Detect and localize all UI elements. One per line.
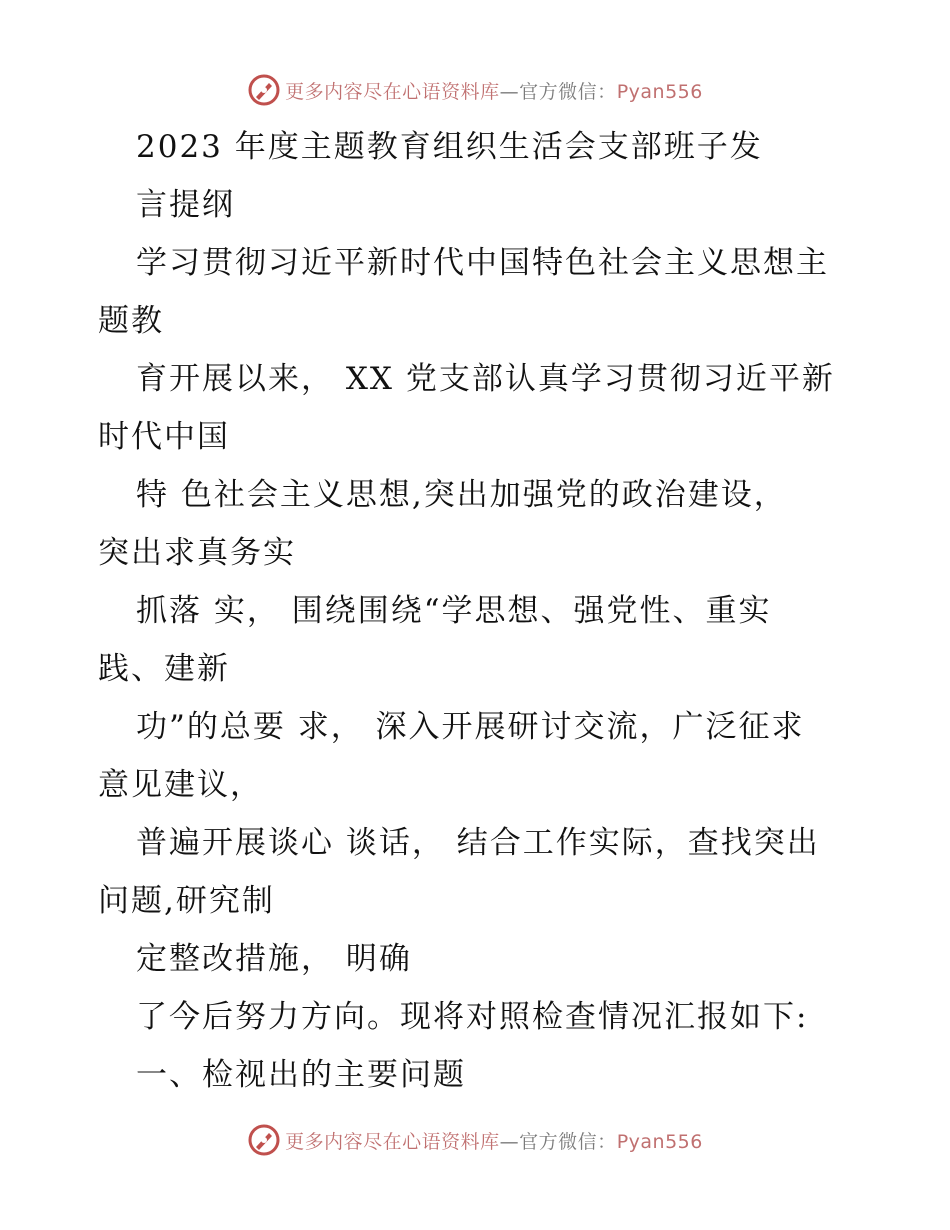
watermark-brand: 更多内容尽在心语资料库 [285, 80, 500, 103]
document-line: 意见建议， [98, 767, 263, 803]
watermark-banner-top [0, 70, 950, 110]
document-line: 育开展以来， XX 党支部认真学习贯彻习近平新 [136, 361, 835, 397]
document-line: 定整改措施， 明确 [136, 941, 412, 977]
document-line: 言提纲 [136, 187, 235, 223]
document-line: 问题,研究制 [98, 883, 275, 919]
document-line: 时代中国 [98, 419, 230, 455]
document-body [98, 118, 858, 1104]
document-line: 一、检视出的主要问题 [136, 1057, 466, 1093]
document-line: 功”的总要 求， 深入开展研讨交流，广泛征求 [136, 709, 805, 745]
document-line: 题教 [98, 303, 164, 339]
watermark-separator: — [499, 1130, 520, 1153]
watermark-text [285, 77, 703, 104]
pen-logo-icon [247, 73, 281, 107]
watermark-label: 官方微信： [519, 1130, 617, 1153]
document-line: 突出求真务实 [98, 535, 296, 571]
document-line: 抓落 实， 围绕围绕“学思想、强党性、重实 [136, 593, 772, 629]
document-line: 2023 年度主题教育组织生活会支部班子发 [136, 129, 763, 165]
watermark-wechat-id: Pyan556 [616, 80, 703, 103]
document-line: 学习贯彻习近平新时代中国特色社会主义思想主 [136, 245, 829, 281]
pen-logo-icon [247, 1123, 281, 1157]
watermark-separator: — [499, 80, 520, 103]
watermark-wechat-id: Pyan556 [616, 1130, 703, 1153]
document-line: 特 色社会主义思想,突出加强党的政治建设， [136, 477, 787, 513]
watermark-banner-bottom [0, 1120, 950, 1160]
watermark-label: 官方微信： [519, 80, 617, 103]
document-line: 普遍开展谈心 谈话， 结合工作实际，查找突出 [136, 825, 820, 861]
document-line: 践、建新 [98, 651, 230, 687]
document-line: 了今后努力方向。现将对照检查情况汇报如下: [136, 999, 809, 1035]
watermark-text [285, 1127, 703, 1154]
watermark-brand: 更多内容尽在心语资料库 [285, 1130, 500, 1153]
